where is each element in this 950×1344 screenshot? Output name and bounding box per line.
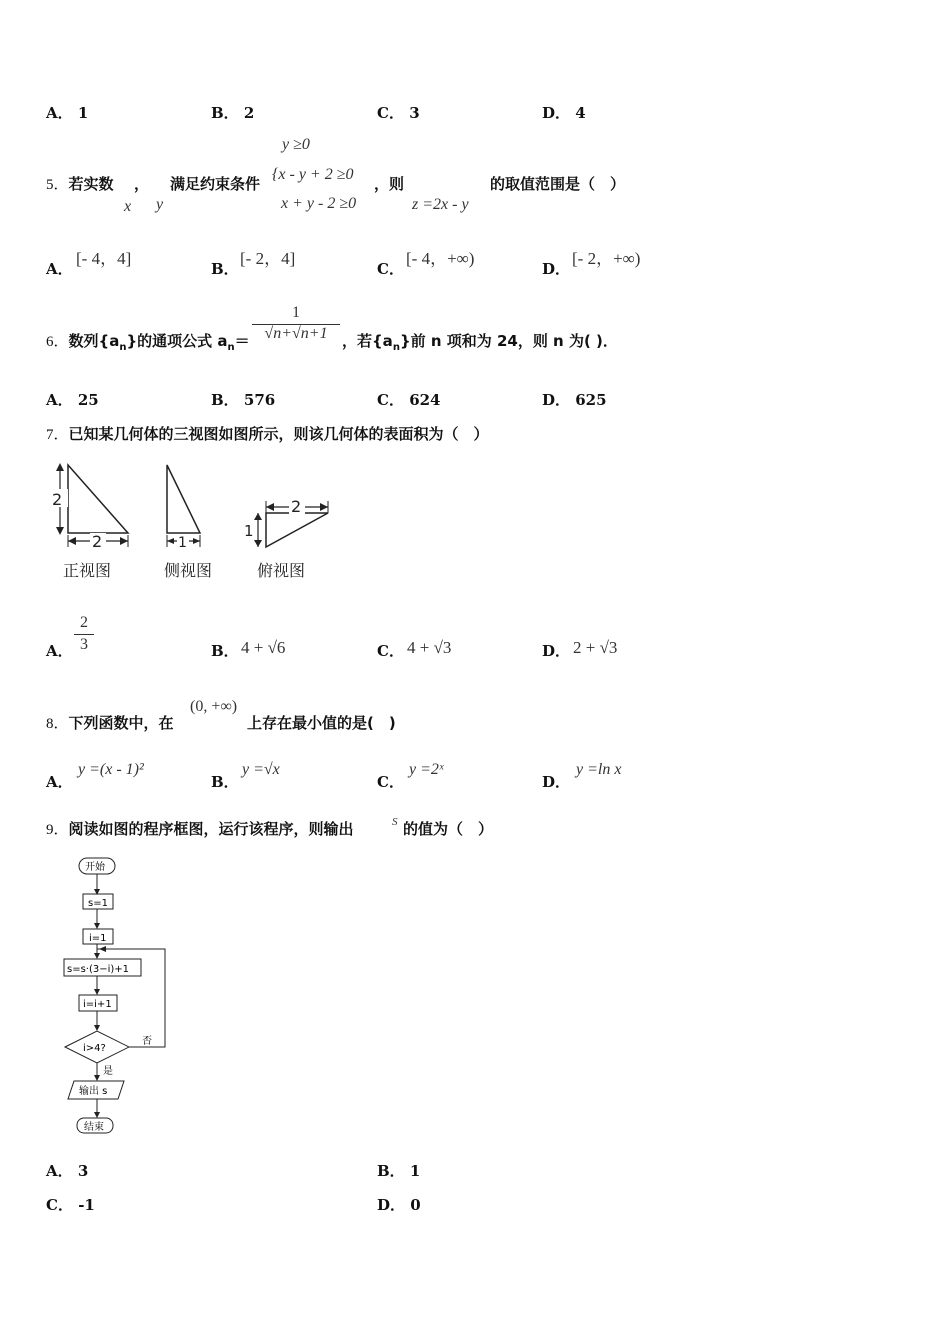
top-view-triangle: [266, 513, 328, 547]
q5-option-d: [- 2，+∞): [572, 249, 641, 268]
q7-option-b: 4 + √6: [241, 638, 286, 657]
arrow-right-icon: [120, 537, 128, 545]
q8-stem-2: 上存在最小值的是( ): [247, 714, 396, 732]
q5-stem: 5．若实数: [46, 175, 114, 193]
flow-end-label: 结束: [84, 1122, 104, 1133]
q6-stem: 6．数列$\{a_n\}$的通项公式 $a_n=$: [46, 332, 250, 353]
q8-option-c-letter: C．: [377, 773, 404, 791]
q5-var-y: y: [156, 196, 164, 213]
arrow-right-icon: [193, 538, 200, 544]
q6-denominator: √n+√n+1: [264, 325, 328, 342]
q8-interval: (0, +∞): [190, 698, 238, 715]
q9-flowchart: [56, 850, 186, 1145]
q4-option-b: B． 2: [211, 104, 255, 122]
flow-i1-label: i=1: [89, 933, 107, 944]
q5-constraint-label: 满足约束条件: [170, 175, 261, 193]
flow-s1-label: s=1: [88, 898, 108, 909]
q5-constraint-3: x + y - 2 ≥0: [281, 195, 357, 212]
fraction-denominator: 3: [80, 636, 88, 653]
q8-option-b: y =√x: [242, 761, 280, 778]
q4-option-a: A． 1: [46, 104, 89, 122]
arrow-up-icon: [56, 463, 64, 471]
arrow-left-icon: [266, 503, 274, 511]
q7-option-c-letter: C．: [377, 642, 404, 660]
q9-option-d: D． 0: [377, 1196, 421, 1214]
front-view-triangle: [68, 465, 128, 533]
q5-option-c-letter: C．: [377, 260, 404, 278]
q8-option-a: y =(x - 1)²: [78, 761, 144, 778]
q5-option-a: [- 4，4]: [76, 249, 132, 268]
q8-option-d-letter: D．: [542, 773, 571, 791]
q7-option-d-letter: D．: [542, 642, 571, 660]
q6-fraction: [252, 304, 340, 343]
q6-option-d: D． 625: [542, 391, 607, 409]
q6-option-b: B． 576: [211, 391, 276, 409]
arrow-left-icon: [68, 537, 76, 545]
flow-no-label: 否: [142, 1036, 152, 1047]
top-view-caption: 俯视图: [257, 561, 306, 580]
flow-start-label: 开始: [85, 862, 105, 873]
side-width-label: 1: [178, 535, 187, 551]
q7-stem: 7．已知某几何体的三视图如图所示，则该几何体的表面积为（ ）: [46, 425, 489, 443]
flow-inc-label: i=i+1: [83, 999, 112, 1010]
q9-option-b: B． 1: [377, 1162, 421, 1180]
top-width-label: 2: [291, 497, 302, 516]
q9-var-s: S: [392, 816, 398, 828]
q6-stem-2: ，若$\{a_n\}$前 n 项和为 24，则 n 为( )．: [342, 332, 618, 353]
front-view-caption: 正视图: [63, 561, 112, 580]
q7-option-c: 4 + √3: [407, 638, 452, 657]
q7-option-b-letter: B．: [211, 642, 239, 660]
q7-option-d: 2 + √3: [573, 638, 618, 657]
fraction-numerator: 2: [80, 614, 88, 631]
q9-option-a: A． 3: [46, 1162, 89, 1180]
q8-option-b-letter: B．: [211, 773, 239, 791]
q9-stem: 9．阅读如图的程序框图，运行该程序，则输出: [46, 820, 354, 838]
q6-option-c: C． 624: [377, 391, 441, 409]
q9-stem-2: 的值为（ ）: [403, 820, 494, 838]
arrow-up-icon: [254, 513, 262, 520]
q4-option-d: D． 4: [542, 104, 586, 122]
q5-option-b: [- 2，4]: [240, 249, 296, 268]
front-height-label: 2: [52, 490, 63, 509]
q5-constraint-2: {x - y + 2 ≥0: [272, 166, 354, 183]
q5-then: ，则: [374, 175, 405, 193]
q9-option-c: C． -1: [46, 1196, 95, 1214]
q5-option-b-letter: B．: [211, 260, 239, 278]
q8-option-d: y =ln x: [576, 761, 622, 778]
top-height-label: 1: [244, 522, 254, 540]
q4-option-c: C． 3: [377, 104, 420, 122]
flow-update-label: s=s·(3−i)+1: [67, 964, 130, 975]
q7-option-a-fraction: [74, 614, 94, 654]
flow-output-label: 输出 s: [79, 1086, 108, 1097]
flow-yes-label: 是: [103, 1066, 113, 1077]
q5-z-expr: z =2x - y: [412, 196, 469, 213]
arrow-left-icon: [167, 538, 174, 544]
q5-question: 的取值范围是（ ）: [490, 175, 626, 193]
q6-option-a: A． 25: [46, 391, 99, 409]
q5-comma: ，: [134, 175, 150, 193]
front-width-label: 2: [92, 532, 103, 551]
q5-var-x: x: [124, 198, 132, 215]
q8-option-a-letter: A．: [46, 773, 73, 791]
q8-stem: 8．下列函数中，在: [46, 714, 174, 732]
q5-option-d-letter: D．: [542, 260, 571, 278]
side-view-triangle: [167, 465, 200, 533]
side-view-caption: 侧视图: [164, 561, 213, 580]
q5-option-c: [- 4，+∞): [406, 249, 475, 268]
flow-cond-label: i>4?: [83, 1043, 106, 1054]
q7-option-a-letter: A．: [46, 642, 73, 660]
q5-constraint-1: y ≥0: [282, 136, 310, 153]
q8-option-c: y =2ˣ: [409, 761, 444, 778]
q6-numerator: 1: [292, 304, 300, 321]
arrow-down-icon: [254, 540, 262, 547]
arrow-down-icon: [56, 527, 64, 535]
arrow-right-icon: [320, 503, 328, 511]
q5-option-a-letter: A．: [46, 260, 73, 278]
